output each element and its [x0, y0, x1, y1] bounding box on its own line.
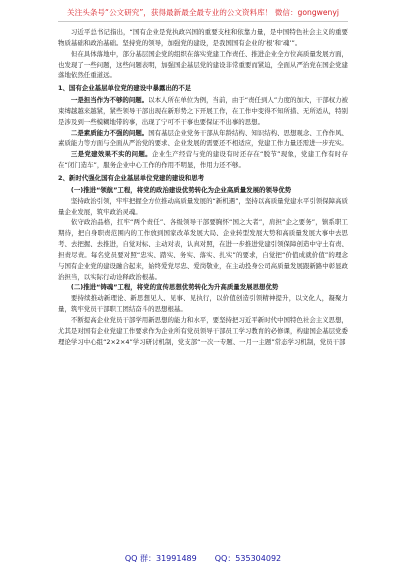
- body-paragraph: 依守政治品格，扛牢“两个责任”、各级领导干部要胸怀“国之大者”，肩担“企之要务”，镇系职工期待，把自身职责范围内的工作放到国家改革发展大局、企业转型发展大势和高质量发展大事中去思考、去把握、去推进，自觉对标、主动对表，认真对照，在进一步推进党建引领保障创造中守土有责、担责尽责。每名党员要对照“忠实、踏实、务实、落实、扎实”的要求，自觉把“价值成就价值”的理念与国有企业党的建设融合起来，始终爱党尽忠、爱岗敬业，在主动投身公司高质量发展跟新路中彰显政治担当，以实际行动诠释政治根基。: [58, 218, 348, 281]
- page-footer: [58, 551, 348, 567]
- lead-paragraph: [58, 128, 348, 150]
- body-paragraph: 坚持政治引领，牢牢把握全方位推动高质量发展的“新机遇”，坚持以高质量党建水平引领保障高质量企业发展，筑牢政治灵魂。: [58, 196, 348, 216]
- lead-phrase: (一)推进“领航”工程，将党的政治建设优势转化为企业高质量发展的领导优势: [70, 185, 292, 194]
- footer-qq-group: QQ 群：31991489: [124, 554, 197, 563]
- lead-paragraph: [58, 282, 348, 293]
- lead-body-text: 国有基层企业党务干部从年龄结构、知识结构、思想观念、工作作风、素质能力等方面与全面从严治党的要求、企业发展的需要还不相适应，党建工作力量还需进一步充实。: [58, 128, 348, 148]
- lead-phrase: (二)推进“铸魂”工程，将党的宣传思想优势转化为升高质量发展思想优势: [70, 283, 279, 292]
- lead-phrase: 二是素质能力不强的问题。: [70, 128, 149, 137]
- body-paragraph: 习近平总书记指出，“国有企业是党执政兴国的重要支柱和依靠力量，是中国特色社会主义的重要物质基础和政治基础。坚持党的领导，加强党的建设，是我国国有企业的‘根’和‘魂’”。: [58, 28, 348, 47]
- lead-phrase: 一是担当作为不够的问题。: [70, 96, 149, 105]
- section-heading: 1、国有企业基层单位党的建设中暴露出的不足: [58, 84, 192, 93]
- footer-qq: QQ：535304092: [214, 554, 282, 563]
- lead-paragraph: [58, 149, 348, 171]
- lead-phrase: 三是党建效果不实的问题。: [70, 150, 152, 159]
- body-paragraph: 但在具体落地中，部分基层国企党的组织在落实党建工作责任、推进企业全方位高质量发展方面，也发现了一些问题，这些问题表明，加强国企基层党的建设非常重要而紧迫，全面从严治党在国企党建落地依然任重道远。: [58, 49, 348, 80]
- lead-paragraph: [58, 185, 348, 196]
- body-paragraph: 不断提高企业党员干部学用新思想的能力和水平，要坚持把习近平新时代中国特色社会主义思想，尤其是对国有企业党建工作要求作为企业所有党员领导干部员工学习教育的必修课，构建国企基层党委理论学习中心组“2×2×4”学习研讨机制，党支部“一次一专题、一月一主题”常态学习机制，党员干部: [58, 315, 348, 346]
- body-paragraph: 要持续推动新理论、新思想见人、见事、见执行，以价值创造引领精神提升，以文化人，凝聚力量，筑牢党员干部职工团结奋斗的思想根基。: [58, 294, 348, 314]
- section-heading: 2、新时代强化国有企业基层单位党建的建设和思考: [58, 173, 205, 182]
- header-divider: [58, 21, 348, 22]
- document-body: [58, 27, 348, 545]
- lead-paragraph: [58, 95, 348, 128]
- lead-body-text: 企业生产经营与党的建设有时还存在“脱节”现象，党建工作有时存在“闭门造车”，服务企业中心工作的作用不明显，作用力还不够。: [58, 150, 348, 170]
- page-header-notice: 关注头条号“公文研究”，获得最新最全最专业的公文资料库！ 微信：gongwenyj: [67, 8, 339, 17]
- lead-body-text: 以本人所在单位为例，当前，由于“责任到人”力度的加大，干部权力被束缚越越来越紧，紧些领导干部出现在新形势之下开展工作，在工作中变得不知所措、无所适从，特别是涉及到一些模糊地带的事，出现了宁可不干事也要保证不出事的思想。: [58, 96, 348, 126]
